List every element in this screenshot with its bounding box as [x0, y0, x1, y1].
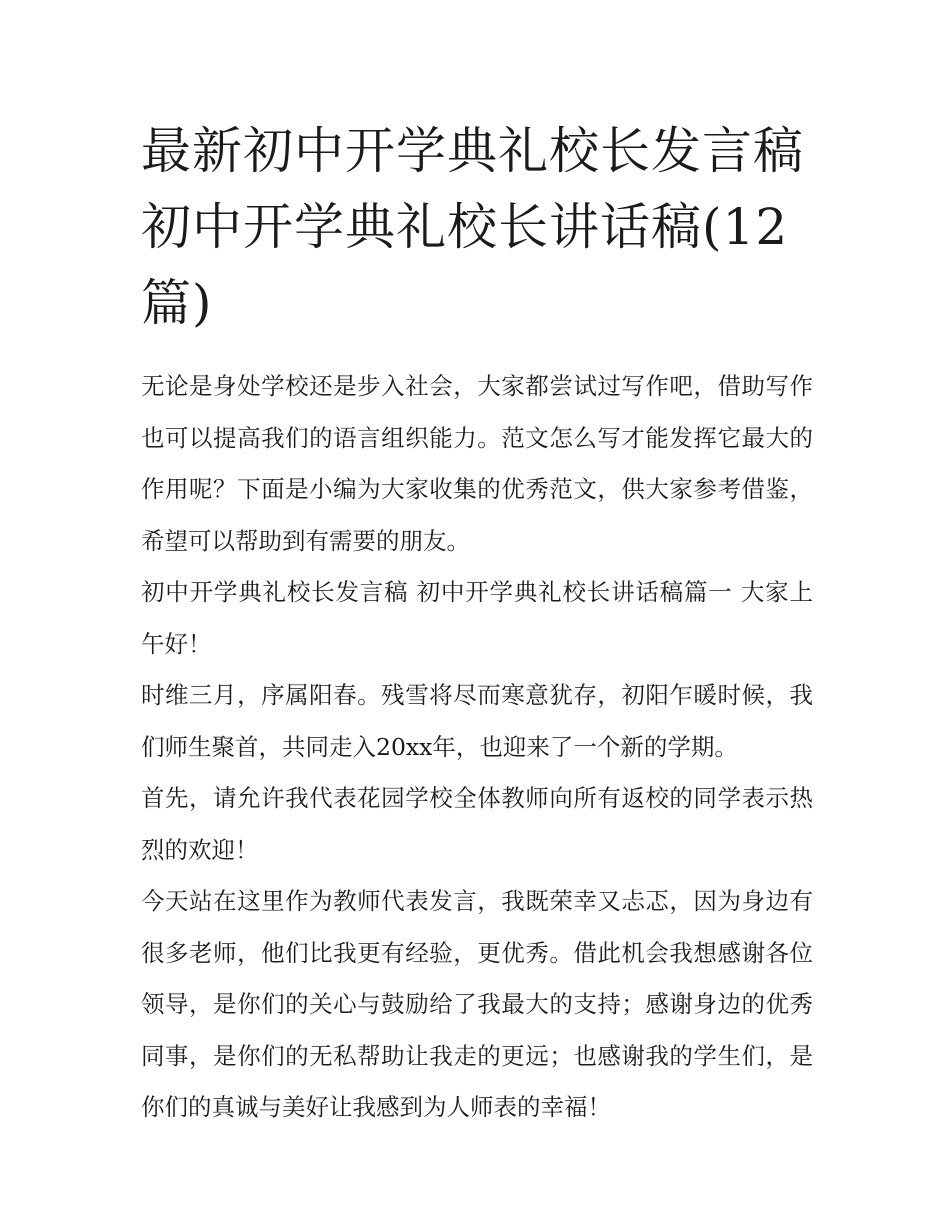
document-title: 最新初中开学典礼校长发言稿初中开学典礼校长讲话稿(12篇)	[141, 122, 804, 332]
document-body	[141, 361, 813, 1134]
paragraph-thanks: 今天站在这里作为教师代表发言，我既荣幸又忐忑，因为身边有很多老师，他们比我更有经验，更优秀。借此机会我想感谢各位领导，是你们的关心与鼓励给了我最大的支持；感谢身边的优秀同事，是你们的无私帮助让我走的更远；也感谢我的学生们，是你们的真诚与美好让我感到为人师表的幸福！	[141, 887, 813, 1121]
paragraph-season: 时维三月，序属阳春。残雪将尽而寒意犹存，初阳乍暖时候，我们师生聚首，共同走入20xx年，也迎来了一个新的学期。	[141, 681, 813, 761]
document-page	[141, 113, 813, 1134]
paragraph-greeting: 初中开学典礼校长发言稿 初中开学典礼校长讲话稿篇一 大家上午好！	[141, 578, 813, 658]
paragraph-welcome: 首先，请允许我代表花园学校全体教师向所有返校的同学表示热烈的欢迎！	[141, 784, 813, 864]
paragraph-intro: 无论是身处学校还是步入社会，大家都尝试过写作吧，借助写作也可以提高我们的语言组织能力。范文怎么写才能发挥它最大的作用呢？下面是小编为大家收集的优秀范文，供大家参考借鉴，希望可以帮助到有需要的朋友。	[141, 372, 813, 555]
